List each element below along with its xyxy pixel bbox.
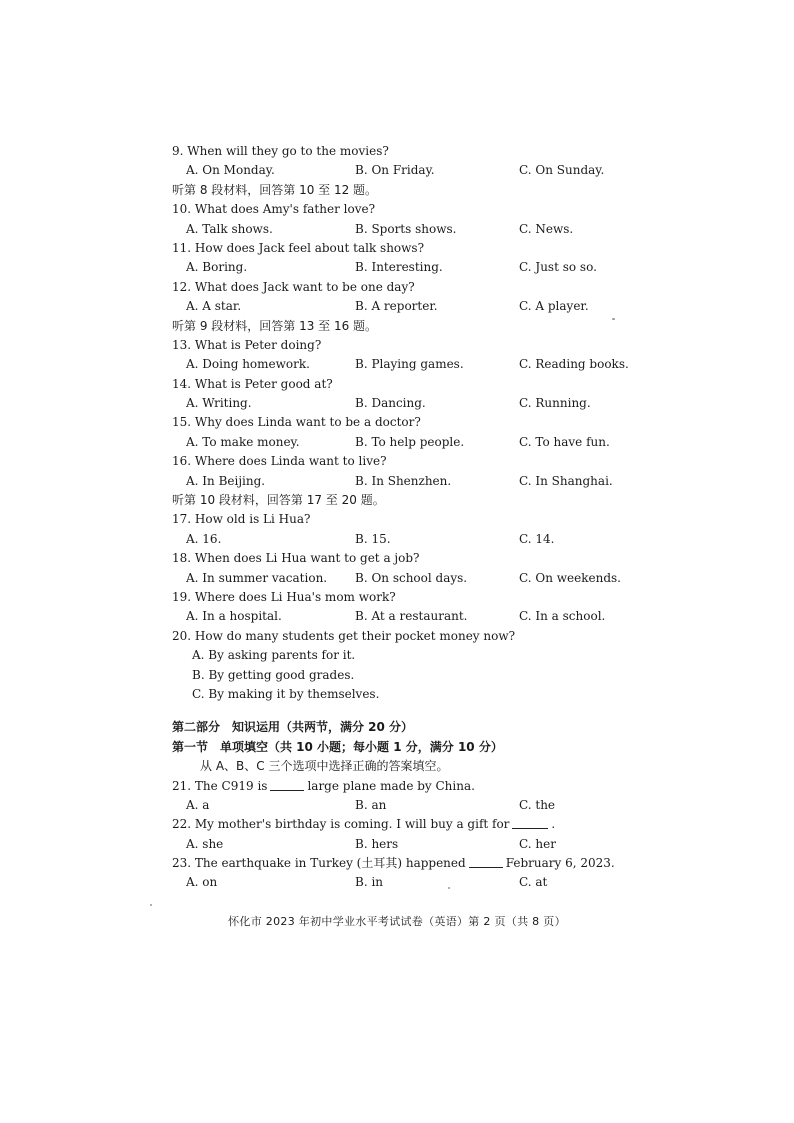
options-13 (172, 355, 642, 374)
scan-speck (150, 904, 152, 906)
scan-speck (612, 318, 615, 320)
option-a: A. To make money. (186, 434, 300, 449)
question-text: 22. My mother's birthday is coming. I will buy a gift for (172, 817, 510, 832)
option-c: C. To have fun. (519, 434, 610, 449)
option-b: B. On Friday. (355, 163, 435, 178)
option-b: B. Playing games. (355, 357, 464, 372)
option-b: B. In Shenzhen. (355, 473, 452, 488)
question-10: 10. What does Amy's father love? (172, 202, 376, 217)
option-b: B. an (355, 797, 387, 812)
option-c: C. Running. (519, 396, 591, 411)
option-b: B. Interesting. (355, 260, 443, 275)
option-a: A. On Monday. (186, 163, 275, 178)
option-b: B. At a restaurant. (355, 609, 468, 624)
option-a: A. she (186, 836, 224, 851)
option-a: A. 16. (186, 531, 222, 546)
listening-intro-10: 听第 10 段材料，回答第 17 至 20 题。 (172, 493, 385, 508)
question-20: 20. How do many students get their pocket money now? (172, 628, 516, 643)
option-b: B. Sports shows. (355, 221, 457, 236)
option-b: B. To help people. (355, 434, 465, 449)
options-9 (172, 161, 642, 180)
section-instruction: 从 A、B、C 三个选项中选择正确的答案填空。 (200, 759, 449, 774)
question-14: 14. What is Peter good at? (172, 376, 333, 391)
options-14 (172, 394, 642, 413)
option-c: C. Reading books. (519, 357, 629, 372)
option-b: B. By getting good grades. (192, 667, 355, 682)
option-b: B. A reporter. (355, 299, 438, 314)
question-11: 11. How does Jack feel about talk shows? (172, 240, 425, 255)
page-footer: 怀化市 2023 年初中学业水平考试试卷（英语）第 2 页（共 8 页） (228, 915, 566, 928)
option-c: C. 14. (519, 531, 555, 546)
option-a: A. Writing. (186, 396, 252, 411)
option-a: A. In Beijing. (186, 473, 266, 488)
options-21 (172, 796, 642, 815)
options-10 (172, 220, 642, 239)
part-two-heading: 第二部分 知识运用（共两节，满分 20 分） (172, 720, 414, 735)
options-15 (172, 433, 642, 452)
option-c: C. A player. (519, 299, 589, 314)
option-c: C. her (519, 836, 556, 851)
option-a: A. By asking parents for it. (192, 648, 356, 663)
question-text: 21. The C919 is (172, 778, 268, 793)
listening-intro-8: 听第 8 段材料，回答第 10 至 12 题。 (172, 182, 378, 197)
question-text: 23. The earthquake in Turkey (土耳其) happened (172, 856, 466, 871)
question-text-end: February 6, 2023. (505, 856, 615, 871)
option-c: C. On Sunday. (519, 163, 605, 178)
option-c: C. Just so so. (519, 260, 597, 275)
section-spacer (172, 704, 642, 718)
option-a: A. a (186, 797, 210, 812)
option-a: A. In a hospital. (186, 609, 282, 624)
question-22 (172, 815, 642, 834)
option-c: C. On weekends. (519, 570, 621, 585)
option-c: C. In Shanghai. (519, 473, 613, 488)
answer-blank (270, 778, 304, 791)
options-11 (172, 258, 642, 277)
answer-blank (512, 816, 548, 829)
exam-content (172, 142, 642, 893)
question-text-end: . (551, 817, 556, 832)
option-a: A. on (186, 875, 218, 890)
option-a: A. A star. (186, 299, 242, 314)
option-a: A. Boring. (186, 260, 248, 275)
question-16: 16. Where does Linda want to live? (172, 454, 387, 469)
question-18: 18. When does Li Hua want to get a job? (172, 551, 420, 566)
option-b: B. On school days. (355, 570, 468, 585)
option-a: A. Doing homework. (186, 357, 310, 372)
question-21 (172, 777, 642, 796)
options-18 (172, 569, 642, 588)
option-b: B. hers (355, 836, 399, 851)
option-c: C. the (519, 797, 556, 812)
options-23 (172, 873, 642, 892)
section-one-heading: 第一节 单项填空（共 10 小题；每小题 1 分，满分 10 分） (172, 739, 503, 754)
option-c: C. By making it by themselves. (192, 686, 380, 701)
options-12 (172, 297, 642, 316)
question-23 (172, 854, 642, 873)
listening-intro-9: 听第 9 段材料，回答第 13 至 16 题。 (172, 318, 378, 333)
option-b: B. Dancing. (355, 396, 426, 411)
question-19: 19. Where does Li Hua's mom work? (172, 589, 396, 604)
options-16 (172, 472, 642, 491)
question-15: 15. Why does Linda want to be a doctor? (172, 415, 421, 430)
options-22 (172, 835, 642, 854)
option-a: A. In summer vacation. (186, 570, 328, 585)
question-9: 9. When will they go to the movies? (172, 144, 389, 158)
answer-blank (469, 855, 503, 868)
options-19 (172, 607, 642, 626)
option-b: B. 15. (355, 531, 391, 546)
option-c: C. at (519, 875, 548, 890)
question-13: 13. What is Peter doing? (172, 337, 322, 352)
option-c: C. In a school. (519, 609, 606, 624)
question-17: 17. How old is Li Hua? (172, 512, 311, 527)
option-b: B. in (355, 875, 384, 890)
options-17 (172, 530, 642, 549)
scan-speck (448, 887, 450, 889)
option-c: C. News. (519, 221, 574, 236)
question-text-end: large plane made by China. (307, 778, 475, 793)
question-12: 12. What does Jack want to be one day? (172, 279, 415, 294)
option-a: A. Talk shows. (186, 221, 273, 236)
